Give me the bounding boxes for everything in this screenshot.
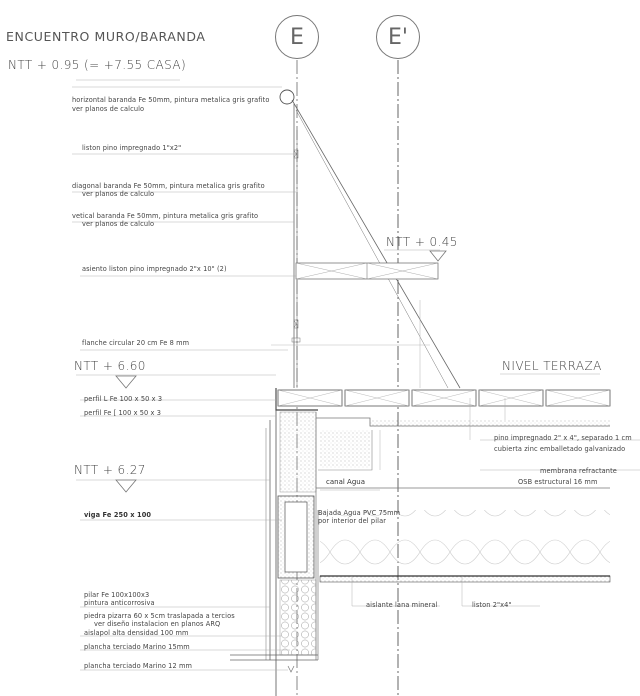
- level-nivel-terraza: NIVEL TERRAZA: [502, 359, 602, 373]
- label-cubierta-zinc: cubierta zinc emballetado galvanizado: [494, 445, 626, 453]
- label-pilar: pilar Fe 100x100x3: [84, 591, 150, 599]
- level-marker-045: [430, 251, 446, 261]
- level-top: NTT + 0.95 (= +7.55 CASA): [8, 58, 187, 72]
- label-piedra-ref: ver diseño instalacion en planos ARQ: [94, 620, 221, 628]
- level-ntt-660: NTT + 6.60: [74, 359, 146, 373]
- label-aislapol: aislapol alta densidad 100 mm: [84, 629, 189, 637]
- drawing-title: ENCUENTRO MURO/BARANDA: [6, 29, 206, 44]
- label-perfil-l: perfil L Fe 100 x 50 x 3: [84, 395, 163, 403]
- axis-bubble-e-prime: E': [376, 15, 420, 59]
- label-piedra: piedra pizarra 60 x 5cm traslapada a tercios: [84, 612, 235, 620]
- label-plancha-15: plancha terciado Marino 15mm: [84, 643, 190, 651]
- label-asiento: asiento liston pino impregnado 2"x 10" (2): [82, 265, 227, 273]
- label-liston-2x4: liston 2"x4": [472, 601, 512, 609]
- label-bajada-ref: por interior del pilar: [318, 517, 387, 525]
- label-bajada: Bajada Agua PVC 75mm: [318, 509, 401, 517]
- label-vertical: vetical baranda Fe 50mm, pintura metalica gris grafito: [72, 212, 259, 220]
- label-pilar-pintura: pintura anticorrosiva: [84, 599, 155, 607]
- level-ntt-045: NTT + 0.45: [386, 235, 458, 249]
- railing-horizontal-tube: [280, 90, 294, 104]
- label-diagonal: diagonal baranda Fe 50mm, pintura metalica gris grafito: [72, 182, 265, 190]
- label-osb: OSB estructural 16 mm: [518, 478, 598, 486]
- level-marker-660: [116, 376, 136, 388]
- label-vertical-ref: ver planos de calculo: [82, 220, 155, 228]
- label-liston-pino: liston pino impregnado 1"x2": [82, 144, 182, 152]
- label-flanche: flanche circular 20 cm Fe 8 mm: [82, 339, 190, 347]
- label-viga: viga Fe 250 x 100: [84, 511, 152, 519]
- wall-insulation: [280, 412, 316, 492]
- label-diagonal-ref: ver planos de calculo: [82, 190, 155, 198]
- label-horizontal: horizontal baranda Fe 50mm, pintura metalica gris grafito: [72, 96, 270, 104]
- label-pino-2x4: pino impregnado 2" x 4", separado 1 cm: [494, 434, 632, 442]
- label-canal: canal Agua: [326, 478, 365, 486]
- level-marker-627: [116, 480, 136, 492]
- label-aislante: aislante lana mineral: [366, 601, 438, 609]
- label-horizontal-ref: ver planos de calculo: [72, 105, 145, 113]
- label-perfil-c: perfil Fe [ 100 x 50 x 3: [84, 409, 162, 417]
- label-membrana: membrana refractante: [540, 467, 617, 475]
- axis-bubble-e: E: [275, 15, 319, 59]
- level-ntt-627: NTT + 6.27: [74, 463, 146, 477]
- label-plancha-12: plancha terciado Marino 12 mm: [84, 662, 193, 670]
